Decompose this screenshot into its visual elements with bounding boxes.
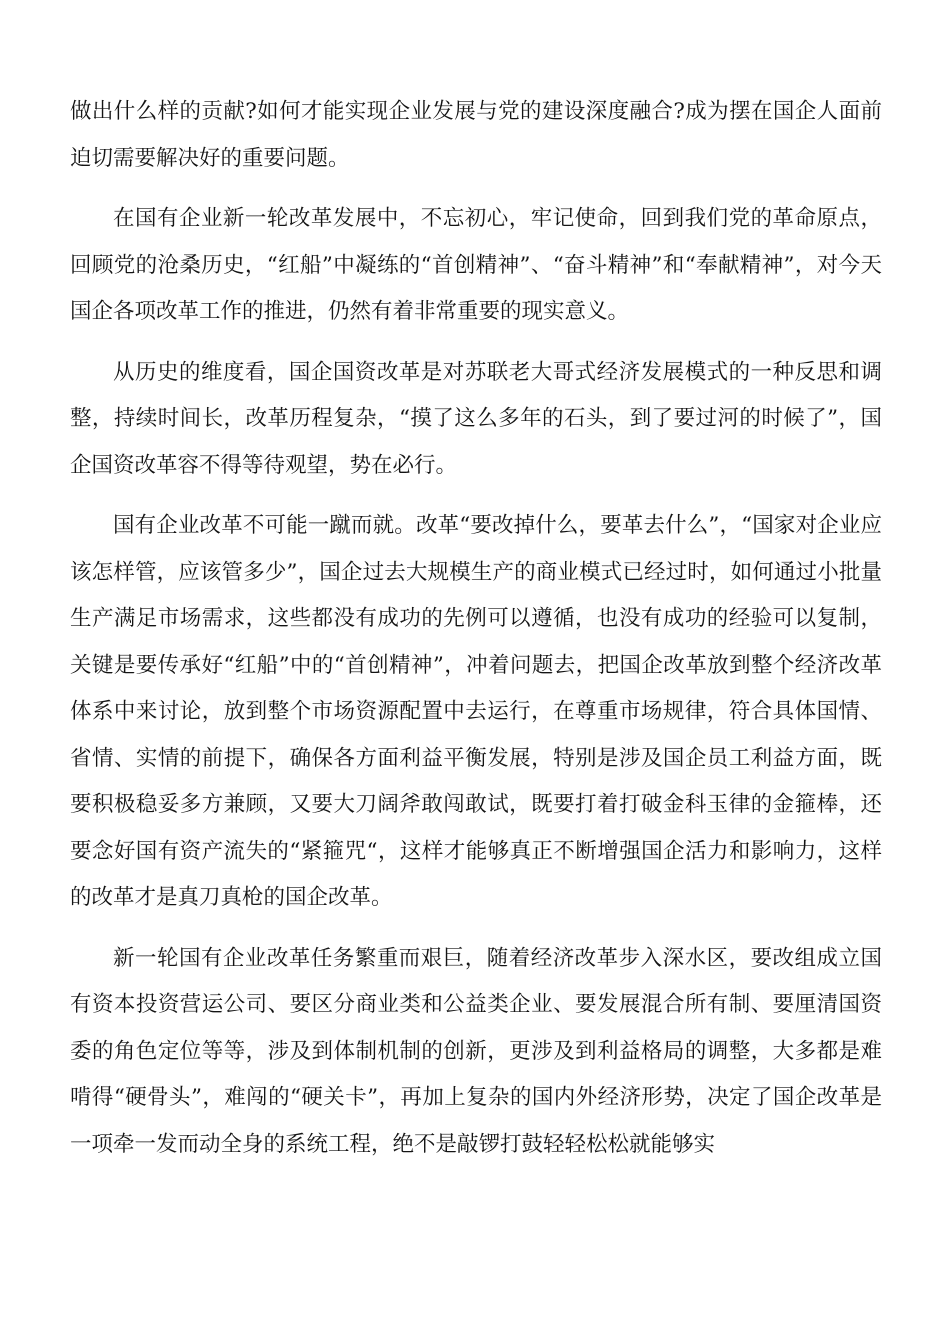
document-body <box>70 89 882 1182</box>
paragraph-1: 做出什么样的贡献?如何才能实现企业发展与党的建设深度融合?成为摆在国企人面前迫切需要解决好的重要问题。 <box>70 99 882 171</box>
paragraph-3: 从历史的维度看，国企国资改革是对苏联老大哥式经济发展模式的一种反思和调整，持续时间长，改革历程复杂，“摸了这么多年的石头，到了要过河的时候了”，国企国资改革容不得等待观望，势在必行。 <box>70 359 882 478</box>
paragraph-5: 新一轮国有企业改革任务繁重而艰巨，随着经济改革步入深水区，要改组成立国有资本投资营运公司、要区分商业类和公益类企业、要发展混合所有制、要厘清国资委的角色定位等等，涉及到体制机制的创新，更涉及到利益格局的调整，大多都是难啃得“硬骨头”，难闯的“硬关卡”，再加上复杂的国内外经济形势，决定了国企改革是一项牵一发而动全身的系统工程，绝不是敲锣打鼓轻轻松松就能够实 <box>70 945 882 1157</box>
paragraph-2: 在国有企业新一轮改革发展中，不忘初心，牢记使命，回到我们党的革命原点，回顾党的沧桑历史，“红船”中凝练的“首创精神”、“奋斗精神”和“奉献精神”，对今天国企各项改革工作的推进，仍然有着非常重要的现实意义。 <box>70 206 882 324</box>
paragraph-4: 国有企业改革不可能一蹴而就。改革“要改掉什么，要革去什么”，“国家对企业应该怎样管，应该管多少”，国企过去大规模生产的商业模式已经过时，如何通过小批量生产满足市场需求，这些都没有成功的先例可以遵循，也没有成功的经验可以复制，关键是要传承好“红船”中的“首创精神”，冲着问题去，把国企改革放到整个经济改革体系中来讨论，放到整个市场资源配置中去运行，在尊重市场规律，符合具体国情、省情、实情的前提下，确保各方面利益平衡发展，特别是涉及国企员工利益方面，既要积极稳妥多方兼顾，又要大刀阔斧敢闯敢试，既要打着打破金科玉律的金箍棒，还要念好国有资产流失的“紧箍咒“，这样才能够真正不断增强国企活力和影响力，这样的改革才是真刀真枪的国企改革。 <box>70 513 882 910</box>
